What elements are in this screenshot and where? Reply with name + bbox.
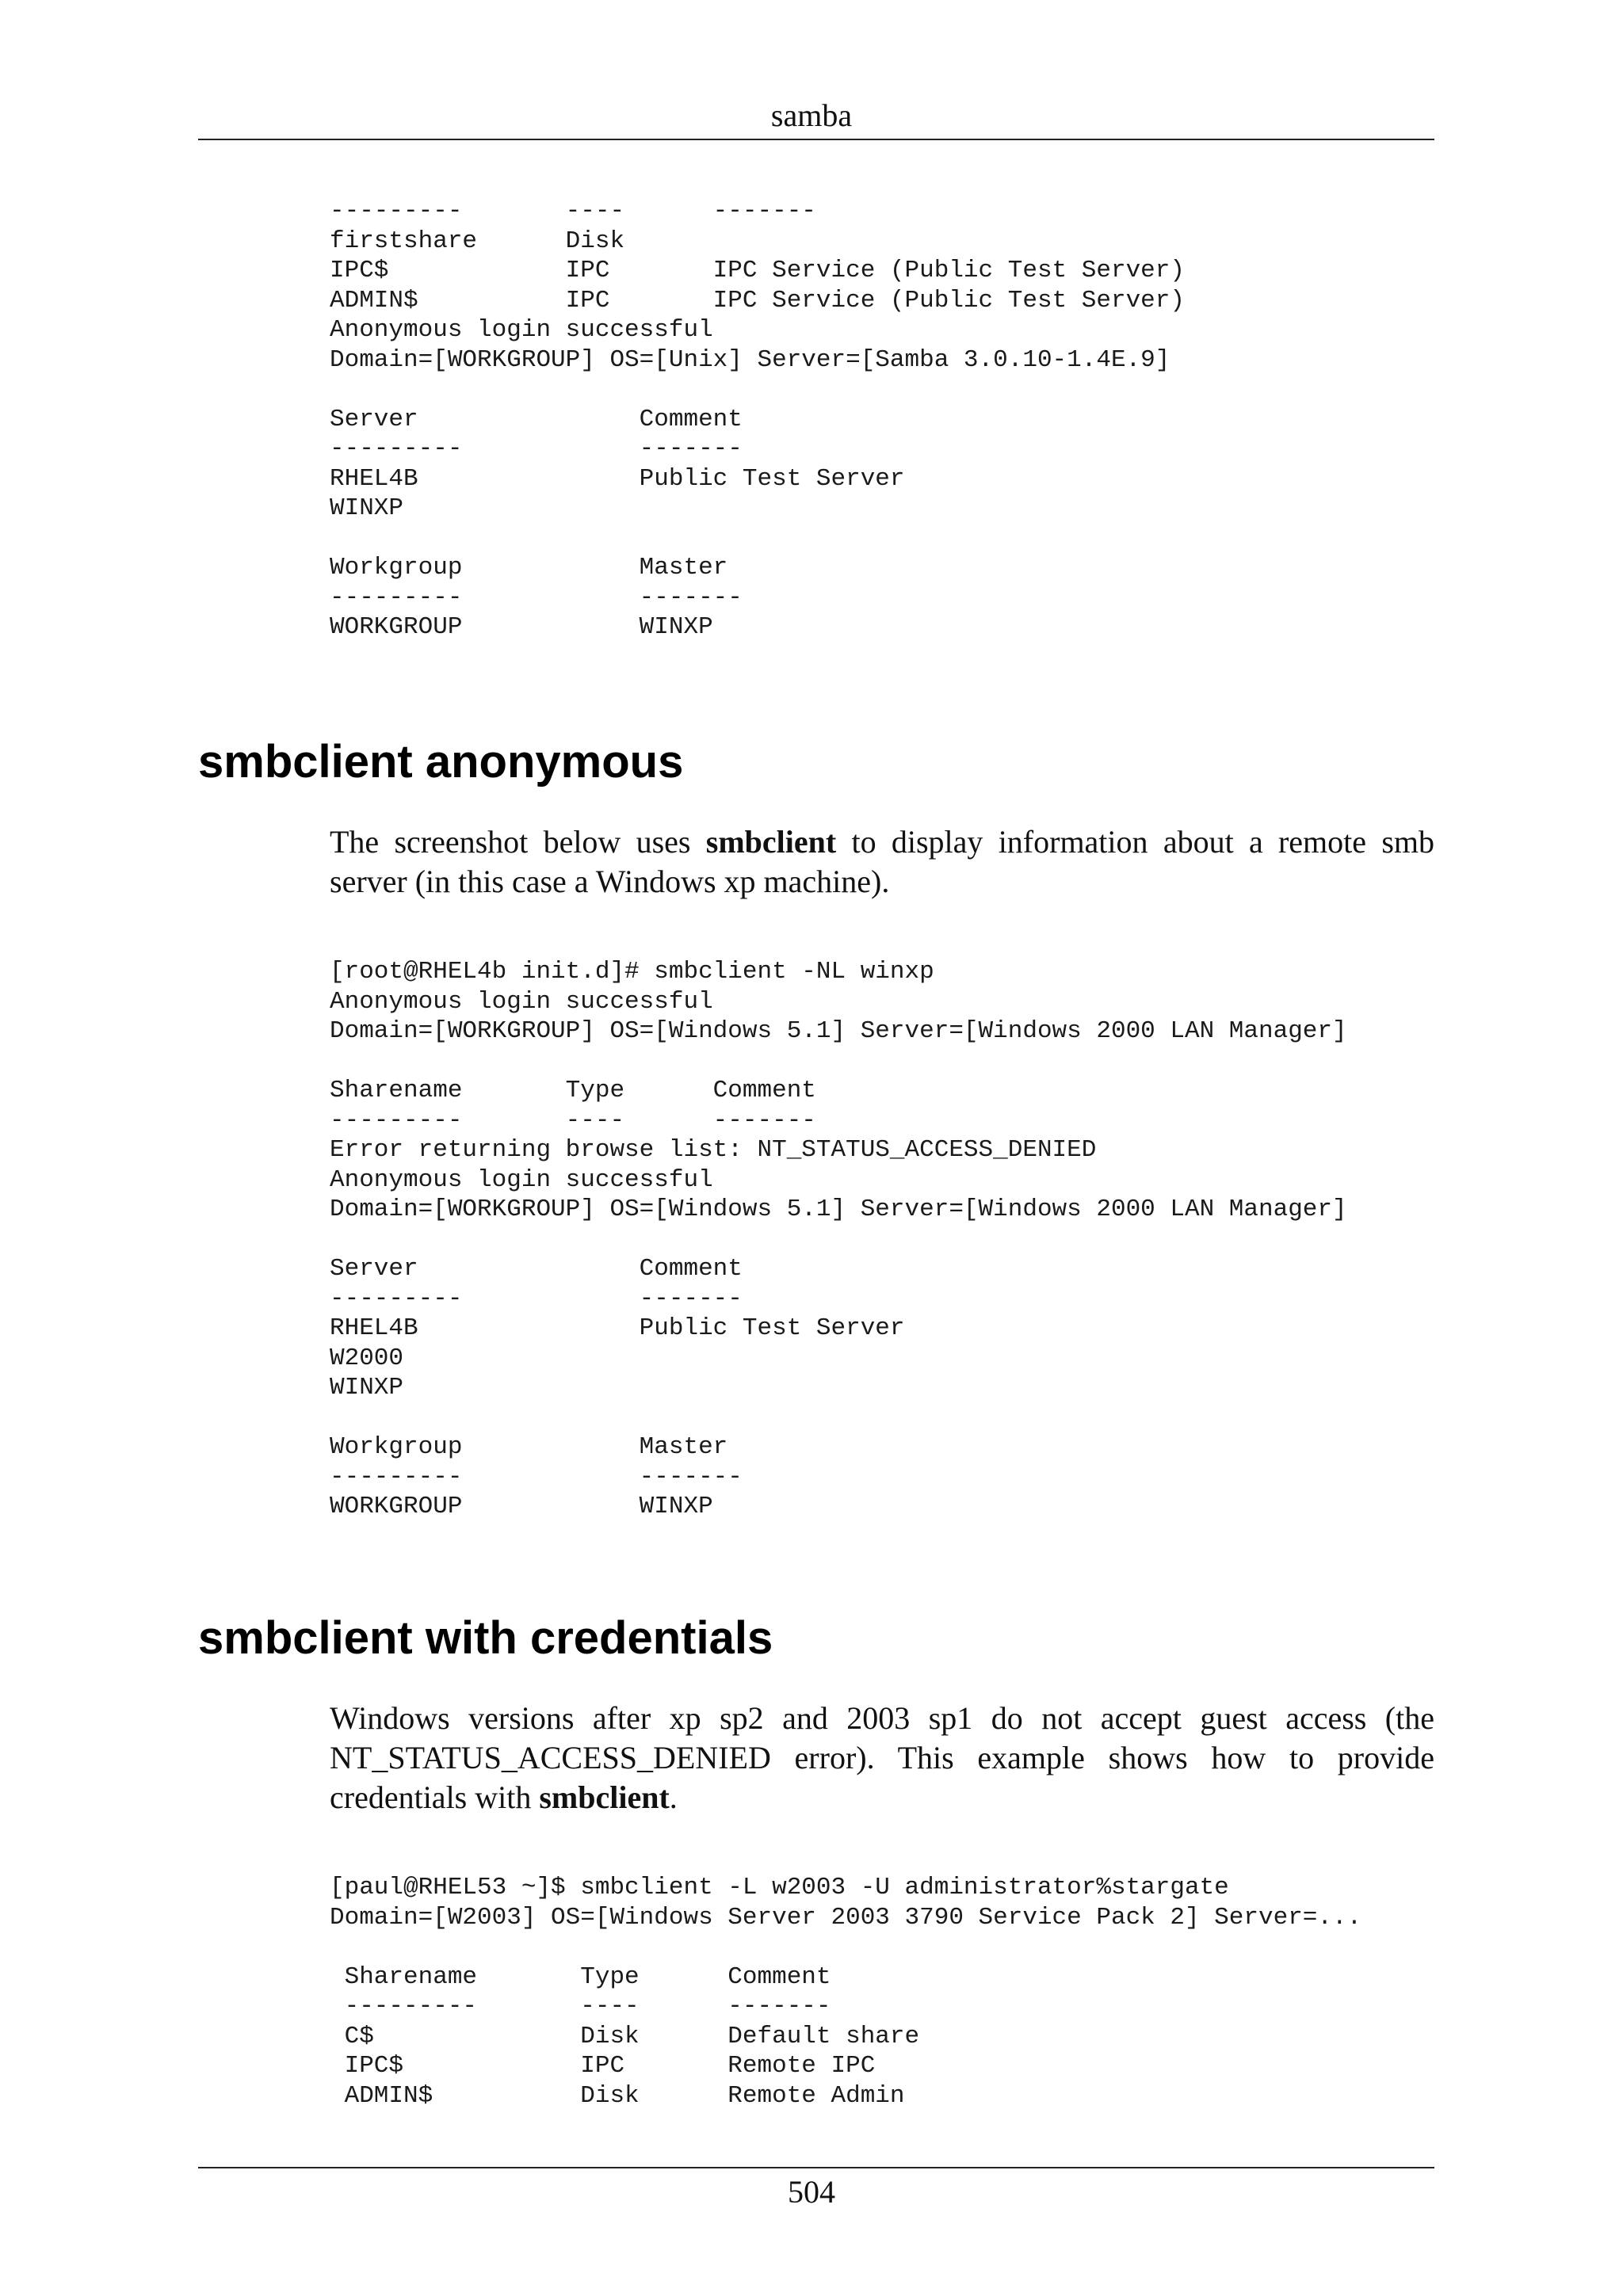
code-line: Anonymous login successful	[330, 987, 713, 1016]
code-line: Domain=[WORKGROUP] OS=[Windows 5.1] Server=[Windows 2000 LAN Manager]	[330, 1017, 1347, 1045]
code-line: --------- -------	[330, 1463, 743, 1491]
header-rule	[198, 139, 1434, 140]
code-line: --------- -------	[330, 435, 743, 463]
code-line: C$ Disk Default share	[330, 2022, 920, 2050]
code-line: RHEL4B Public Test Server	[330, 464, 905, 493]
code-line: [paul@RHEL53 ~]$ smbclient -L w2003 -U administrator%stargate	[330, 1874, 1229, 1901]
code-line: [root@RHEL4b init.d]# smbclient -NL winxp	[330, 958, 934, 986]
paragraph-smbclient-anonymous	[330, 822, 1434, 902]
code-line: --------- ---- -------	[330, 1106, 816, 1135]
code-line: ADMIN$ Disk Remote Admin	[330, 2081, 905, 2110]
code-line: IPC$ IPC Remote IPC	[330, 2052, 876, 2080]
paragraph-smbclient-credentials	[330, 1699, 1434, 1817]
paragraph-text: .	[669, 1779, 678, 1815]
code-line: W2000	[330, 1344, 404, 1372]
paragraph-text: to display information about a remote smb server (in this case a Windows xp machine).	[330, 824, 1434, 899]
code-line: WINXP	[330, 494, 404, 522]
running-header: samba	[770, 97, 853, 133]
heading-smbclient-anonymous: smbclient anonymous	[198, 736, 684, 788]
code-line: WORKGROUP WINXP	[330, 613, 713, 641]
command-name: smbclient	[539, 1779, 670, 1815]
code-line: Anonymous login successful	[330, 316, 713, 344]
code-line: Domain=[W2003] OS=[Windows Server 2003 3790 Service Pack 2] Server=...	[330, 1903, 1362, 1932]
code-line: WORKGROUP WINXP	[330, 1493, 713, 1520]
code-line: Sharename Type Comment	[330, 1962, 831, 1991]
code-line: --------- ---- -------	[330, 197, 816, 225]
paragraph-text: Windows versions after xp sp2 and 2003 sp1 do not accept guest access (the NT_STATUS_ACCESS_DENIED error). This example shows how to provide credentials with	[330, 1700, 1434, 1815]
code-line: Anonymous login successful	[330, 1165, 713, 1194]
code-line: Domain=[WORKGROUP] OS=[Unix] Server=[Samba 3.0.10-1.4E.9]	[330, 345, 1170, 374]
command-name: smbclient	[705, 824, 837, 860]
code-line: RHEL4B Public Test Server	[330, 1314, 905, 1342]
code-line: WINXP	[330, 1374, 404, 1402]
code-line: --------- -------	[330, 1284, 743, 1313]
code-line: --------- ---- -------	[330, 1993, 831, 2020]
code-line: Server Comment	[330, 405, 743, 433]
code-block-share-listing	[330, 196, 1185, 643]
code-line: Workgroup Master	[330, 554, 728, 582]
paragraph-text: The screenshot below uses	[330, 824, 706, 860]
code-line: firstshare Disk	[330, 227, 625, 255]
code-line: ADMIN$ IPC IPC Service (Public Test Server)	[330, 286, 1185, 315]
footer-rule	[198, 2167, 1434, 2168]
code-line: Workgroup Master	[330, 1433, 728, 1461]
code-line: Domain=[WORKGROUP] OS=[Windows 5.1] Server=[Windows 2000 LAN Manager]	[330, 1196, 1347, 1223]
code-line: Sharename Type Comment	[330, 1077, 816, 1104]
heading-smbclient-credentials: smbclient with credentials	[198, 1612, 773, 1664]
code-block-smbclient-anonymous	[330, 957, 1347, 1522]
page-number: 504	[788, 2174, 835, 2210]
code-line: IPC$ IPC IPC Service (Public Test Server)	[330, 257, 1185, 284]
code-line: --------- -------	[330, 583, 743, 612]
code-line: Error returning browse list: NT_STATUS_ACCESS_DENIED	[330, 1136, 1097, 1164]
code-line: Server Comment	[330, 1255, 743, 1283]
code-block-smbclient-credentials	[330, 1873, 1361, 2111]
